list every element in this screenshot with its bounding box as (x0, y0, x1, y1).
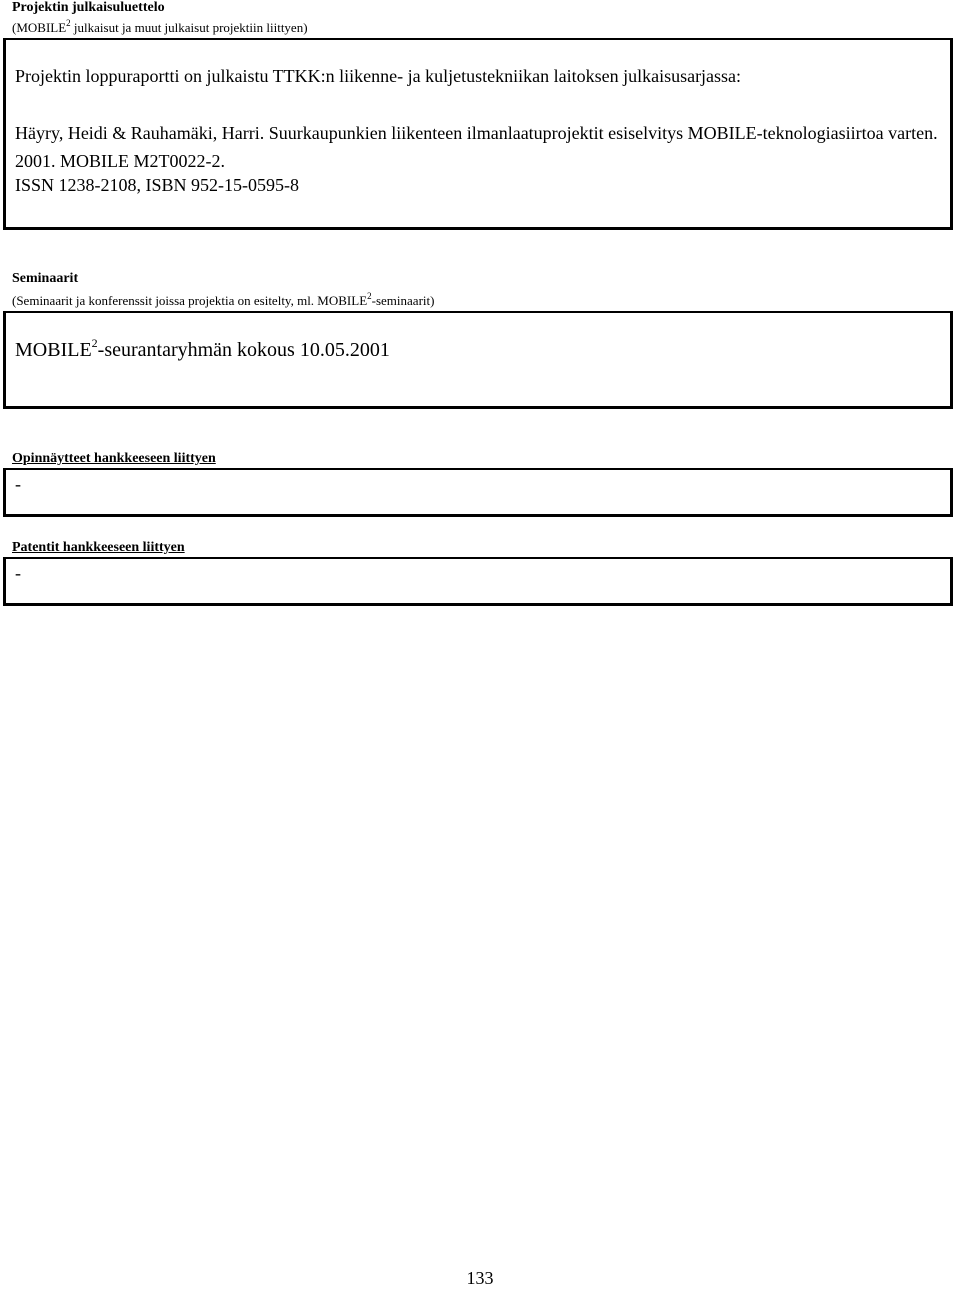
patents-title: Patentit hankkeeseen liittyen (12, 540, 185, 555)
publications-subtitle-prefix: (MOBILE (12, 20, 67, 35)
seminars-entry-prefix: MOBILE (15, 339, 92, 361)
publications-box (3, 38, 953, 230)
page-number: 133 (466, 1268, 494, 1288)
patents-box (3, 557, 953, 606)
publications-subtitle-suffix: julkaisut ja muut julkaisut projektiin liittyen) (70, 20, 308, 35)
seminars-subtitle-suffix: -seminaarit) (371, 293, 435, 308)
publications-isbn: ISSN 1238-2108, ISBN 952-15-0595-8 (15, 175, 300, 195)
publications-reference: Häyry, Heidi & Rauhamäki, Harri. Suurkaupunkien liikenteen ilmanlaatuprojektit esiselvitys MOBILE-teknologiasiirtoa varten. 2001. MOBILE M2T0022-2. (15, 123, 938, 171)
seminars-box (3, 311, 953, 409)
seminars-entry (15, 338, 942, 362)
seminars-subtitle (12, 293, 434, 309)
publications-subtitle-sup: 2 (66, 18, 71, 28)
patents-value: - (15, 563, 21, 583)
theses-value: - (15, 474, 21, 494)
publications-title: Projektin julkaisuluettelo (12, 0, 165, 15)
theses-title: Opinnäytteet hankkeeseen liittyen (12, 451, 216, 466)
seminars-title: Seminaarit (12, 271, 79, 286)
seminars-subtitle-prefix: (Seminaarit ja konferenssit joissa projektia on esitelty, ml. MOBILE (12, 293, 368, 308)
theses-box (3, 468, 953, 517)
publications-subtitle (12, 20, 308, 36)
seminars-entry-sup: 2 (91, 336, 98, 350)
seminars-subtitle-sup: 2 (367, 291, 372, 301)
publications-intro: Projektin loppuraportti on julkaistu TTKK:n liikenne- ja kuljetustekniikan laitoksen julkaisusarjassa: (15, 66, 742, 86)
seminars-entry-suffix: -seurantaryhmän kokous 10.05.2001 (97, 339, 390, 361)
